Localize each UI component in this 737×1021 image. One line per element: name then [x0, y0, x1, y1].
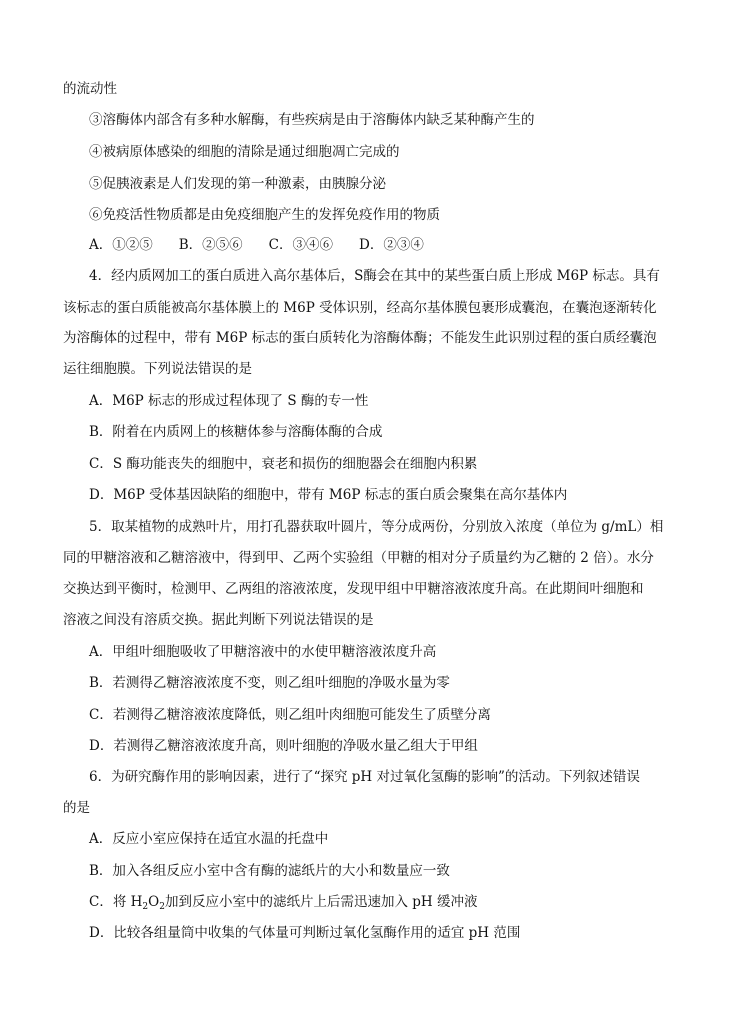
text-line: B．加入各组反应小室中含有酶的滤纸片的大小和数量应一致 [89, 863, 450, 879]
text-line: A．M6P 标志的形成过程体现了 S 酶的专一性 [89, 393, 369, 409]
text-line: 运往细胞膜。下列说法错误的是 [63, 361, 252, 377]
text-fragment: 加到反应小室中的滤纸片上后需迅速加入 pH 缓冲液 [164, 894, 478, 910]
text-fragment: O [148, 894, 160, 910]
text-line: ⑤促胰液素是人们发现的第一种激素，由胰腺分泌 [89, 176, 386, 192]
text-line: 为溶酶体的过程中，带有 M6P 标志的蛋白质转化为溶酶体酶；不能发生此识别过程的蛋白质经囊泡 [63, 330, 657, 346]
formula-subscript: 2 [159, 902, 165, 912]
text-line-with-formula [0, 893, 737, 911]
text-line: D．若测得乙糖溶液浓度升高，则叶细胞的净吸水量乙组大于甲组 [89, 738, 478, 754]
text-line: 4．经内质网加工的蛋白质进入高尔基体后，S酶会在其中的某些蛋白质上形成 M6P 标志。具有 [89, 268, 660, 284]
answer-option: D．②③④ [359, 237, 424, 253]
text-line: C．S 酶功能丧失的细胞中，衰老和损伤的细胞器会在细胞内积累 [89, 456, 478, 472]
text-line: A．反应小室应保持在适宜水温的托盘中 [89, 831, 329, 847]
text-line: D．比较各组量筒中收集的气体量可判断过氧化氢酶作用的适宜 pH 范围 [89, 925, 521, 941]
text-line: ⑥免疫活性物质都是由免疫细胞产生的发挥免疫作用的物质 [89, 207, 440, 223]
text-line: 同的甲糖溶液和乙糖溶液中，得到甲、乙两个实验组（甲糖的相对分子质量约为乙糖的 2 倍）。水分 [63, 550, 654, 566]
text-line: 溶液之间没有溶质交换。据此判断下列说法错误的是 [63, 612, 374, 628]
answer-option: B．②⑤⑥ [178, 237, 243, 253]
text-line: 的是 [63, 800, 90, 816]
formula-subscript: 2 [142, 902, 149, 912]
text-fragment: C．将 H [89, 894, 143, 910]
text-line: 交换达到平衡时，检测甲、乙两组的溶液浓度，发现甲组中甲糖溶液浓度升高。在此期间叶细胞和 [63, 581, 644, 597]
text-line: 6．为研究酶作用的影响因素，进行了“探究 pH 对过氧化氢酶的影响”的活动。下列叙述错误 [89, 769, 640, 785]
text-line: ④被病原体感染的细胞的清除是通过细胞凋亡完成的 [89, 144, 400, 160]
text-line: 5．取某植物的成熟叶片，用打孔器获取叶圆片，等分成两份，分别放入浓度（单位为 g/mL）相 [89, 519, 664, 535]
text-line: A．甲组叶细胞吸收了甲糖溶液中的水使甲糖溶液浓度升高 [89, 644, 437, 660]
text-line: 该标志的蛋白质能被高尔基体膜上的 M6P 受体识别，经高尔基体膜包裹形成囊泡，在囊泡逐渐转化 [63, 300, 657, 316]
answer-option: C．③④⑥ [268, 237, 334, 253]
text-line: D．M6P 受体基因缺陷的细胞中，带有 M6P 标志的蛋白质会聚集在高尔基体内 [89, 487, 568, 503]
text-line: B．若测得乙糖溶液浓度不变，则乙组叶细胞的净吸水量为零 [89, 675, 450, 691]
answer-option: A．①②⑤ [89, 237, 153, 253]
text-line: ③溶酶体内部含有多种水解酶，有些疾病是由于溶酶体内缺乏某种酶产生的 [89, 112, 535, 128]
text-line: 的流动性 [63, 81, 117, 97]
answer-options [0, 236, 737, 254]
text-line: B．附着在内质网上的核糖体参与溶酶体酶的合成 [89, 424, 383, 440]
text-line: C．若测得乙糖溶液浓度降低，则乙组叶肉细胞可能发生了质壁分离 [89, 707, 491, 723]
